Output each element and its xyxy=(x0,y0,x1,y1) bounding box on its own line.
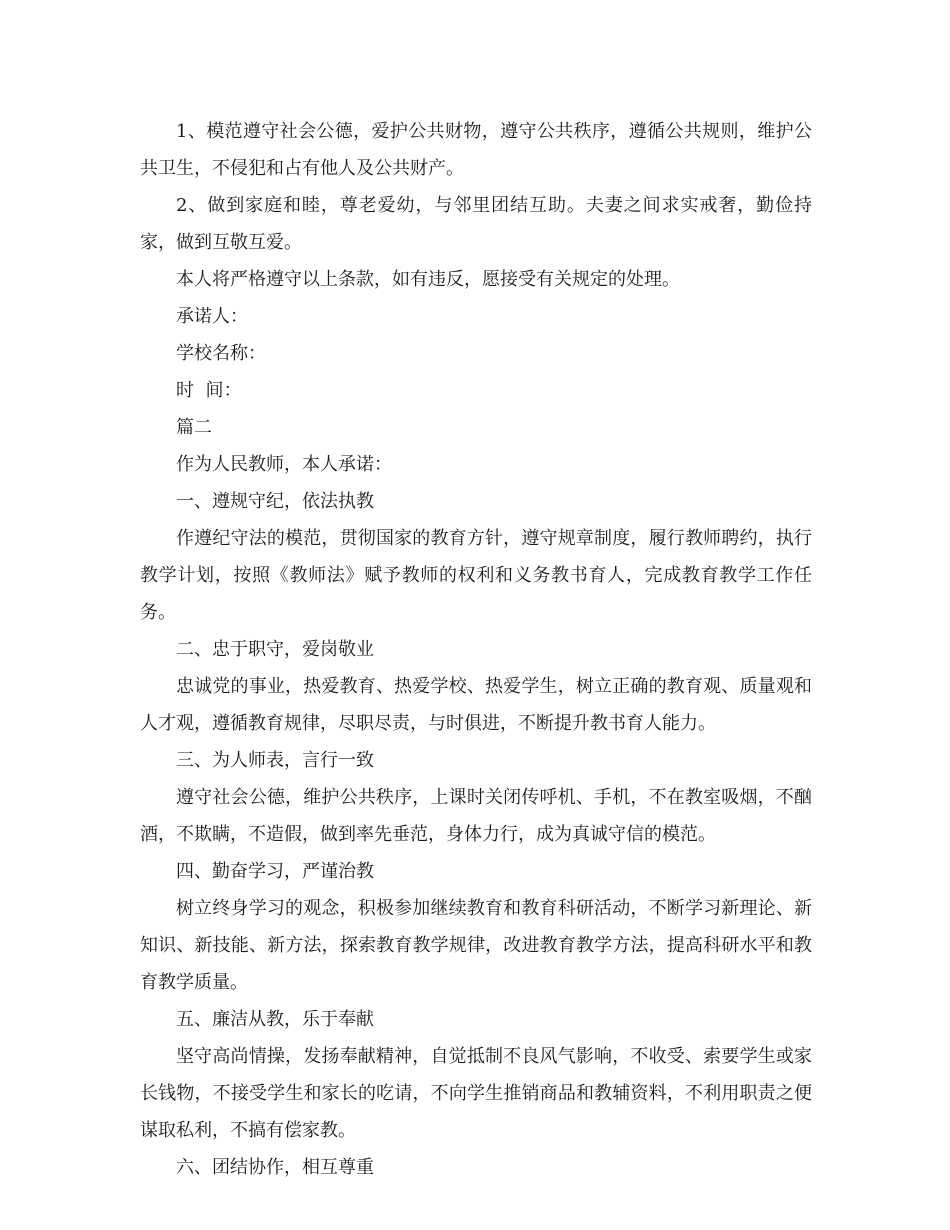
section-heading-2: 二、忠于职守，爱岗敬业 xyxy=(176,639,374,660)
paragraph-school-label: 学校名称： xyxy=(176,343,266,364)
section-heading-3: 三、为人师表，言行一致 xyxy=(176,750,374,771)
paragraph-section-3: 遵守社会公德，维护公共秩序，上课时关闭传呼机、手机，不在教室吸烟，不酗酒，不欺瞒，不造假，做到率先垂范，身体力行，成为真诚守信的模范。 xyxy=(140,787,812,845)
paragraph-clause-2: 2、做到家庭和睦，尊老爱幼，与邻里团结互助。夫妻之间求实戒奢，勤俭持家，做到互敬互爱。 xyxy=(140,195,812,253)
paragraph-pledge-statement: 本人将严格遵守以上条款，如有违反，愿接受有关规定的处理。 xyxy=(176,269,680,290)
section-heading-part-two: 篇二 xyxy=(176,417,212,438)
paragraph-section-4: 树立终身学习的观念，积极参加继续教育和教育科研活动，不断学习新理论、新知识、新技能、新方法，探索教育教学规律，改进教育教学方法，提高科研水平和教育教学质量。 xyxy=(140,898,812,993)
section-heading-6: 六、团结协作，相互尊重 xyxy=(176,1157,374,1178)
document-body xyxy=(140,113,812,1186)
paragraph-section-5: 坚守高尚情操，发扬奉献精神，自觉抵制不良风气影响，不收受、索要学生或家长钱物，不接受学生和家长的吃请，不向学生推销商品和教辅资料，不利用职责之便谋取私利，不搞有偿家教。 xyxy=(140,1046,812,1141)
section-heading-4: 四、勤奋学习，严谨治教 xyxy=(176,861,374,882)
section-heading-5: 五、廉洁从教，乐于奉献 xyxy=(176,1009,374,1030)
paragraph-intro: 作为人民教师，本人承诺： xyxy=(176,454,392,475)
paragraph-signer-label: 承诺人： xyxy=(176,306,248,327)
paragraph-time-label: 时 间： xyxy=(176,380,242,401)
paragraph-section-2: 忠诚党的事业，热爱教育、热爱学校、热爱学生，树立正确的教育观、质量观和人才观，遵循教育规律，尽职尽责，与时俱进，不断提升教书育人能力。 xyxy=(140,676,812,734)
section-heading-1: 一、遵规守纪，依法执教 xyxy=(176,491,374,512)
paragraph-clause-1: 1、模范遵守社会公德，爱护公共财物，遵守公共秩序，遵循公共规则，维护公共卫生，不侵犯和占有他人及公共财产。 xyxy=(140,121,812,179)
paragraph-section-1: 作遵纪守法的模范，贯彻国家的教育方针，遵守规章制度，履行教师聘约，执行教学计划，按照《教师法》赋予教师的权利和义务教书育人，完成教育教学工作任务。 xyxy=(140,528,812,623)
